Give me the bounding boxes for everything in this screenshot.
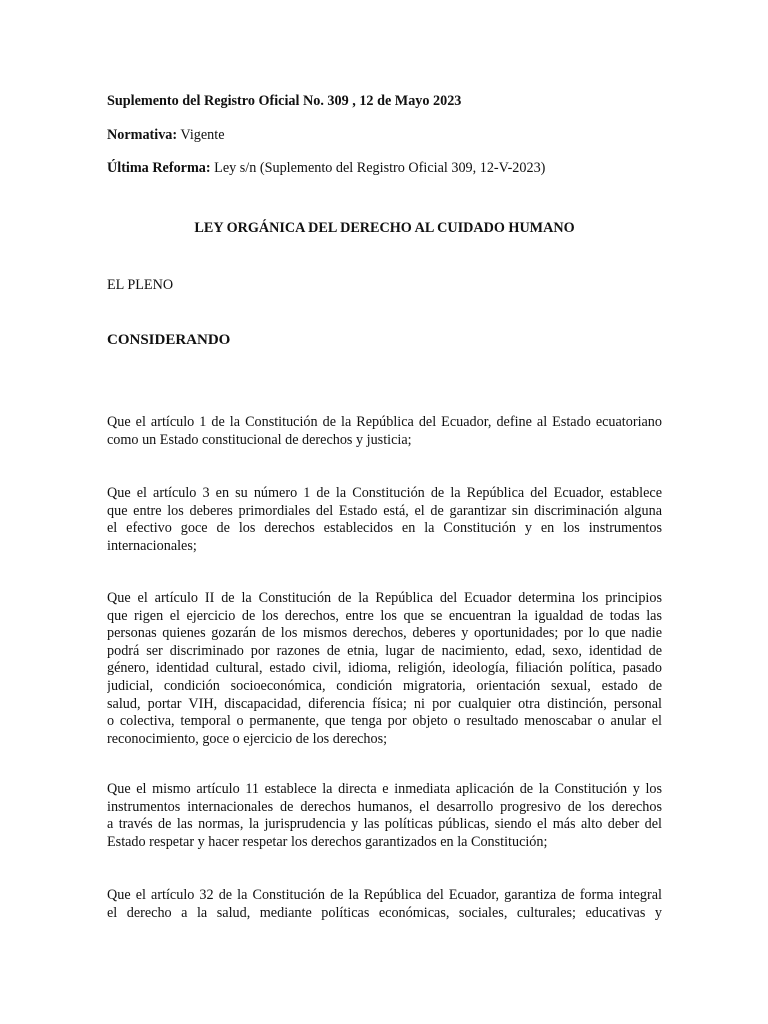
paragraph-3 (107, 590, 662, 748)
considerando-heading: CONSIDERANDO (107, 332, 231, 348)
registro-oficial-line (107, 92, 461, 110)
paragraph-line: que entre los deberes primordiales del Estado está, el de garantizar sin discriminación alguna (107, 502, 662, 519)
paragraph-line: judicial, condición socioeconómica, condición migratoria, orientación sexual, estado de (107, 677, 662, 694)
paragraph-line: salud, portar VIH, discapacidad, diferencia física; ni por cualquier otra distinción, personal (107, 695, 662, 712)
document-title: LEY ORGÁNICA DEL DERECHO AL CUIDADO HUMANO (194, 220, 575, 236)
paragraph-line: el derecho a la salud, mediante políticas económicas, sociales, culturales; educativas y (107, 904, 662, 921)
paragraph-2 (107, 485, 662, 555)
paragraph-line: Que el artículo 1 de la Constitución de la República del Ecuador, define al Estado ecuatoriano (107, 414, 662, 430)
ultima-reforma-label: Última Reforma: (107, 160, 211, 176)
registro-oficial-text: Suplemento del Registro Oficial No. 309 , 12 de Mayo 2023 (107, 93, 462, 109)
paragraph-line: como un Estado constitucional de derechos y justicia; (107, 431, 412, 448)
paragraph-line: instrumentos internacionales de derechos humanos, el desarrollo progresivo de los derechos (107, 798, 662, 815)
el-pleno-heading: EL PLENO (107, 277, 174, 293)
paragraph-line: Que el artículo 32 de la Constitución de la República del Ecuador, garantiza de forma integral (107, 887, 662, 903)
paragraph-line: Estado respetar y hacer respetar los derechos garantizados en la Constitución; (107, 833, 548, 850)
paragraph-line: internacionales; (107, 537, 197, 554)
paragraph-line: a través de las normas, la jurisprudencia y las políticas públicas, siendo el más alto deber del (107, 816, 662, 833)
normativa-value: Vigente (177, 127, 225, 143)
paragraph-line: Que el artículo II de la Constitución de la República del Ecuador determina los principios (107, 590, 662, 606)
paragraph-1 (107, 414, 662, 449)
paragraph-line: o colectiva, temporal o permanente, que tenga por objeto o resultado menoscabar o anular el (107, 713, 662, 730)
paragraph-line: reconocimiento, goce o ejercicio de los derechos; (107, 730, 388, 747)
paragraph-line: podrá ser discriminado por razones de etnia, lugar de nacimiento, edad, sexo, identidad de (107, 642, 662, 659)
normativa-line (107, 126, 225, 144)
paragraph-5 (107, 887, 662, 922)
paragraph-line: que rigen el ejercicio de los derechos, entre los que se encuentran la igualdad de todas las (107, 607, 662, 624)
paragraph-line: Que el artículo 3 en su número 1 de la Constitución de la República del Ecuador, establece (107, 485, 662, 501)
normativa-label: Normativa: (107, 127, 178, 143)
paragraph-line: género, identidad cultural, estado civil, idioma, religión, ideología, filiación política, pasado (107, 660, 662, 677)
ultima-reforma-value: Ley s/n (Suplemento del Registro Oficial 309, 12-V-2023) (210, 160, 546, 176)
paragraph-line: Que el mismo artículo 11 establece la directa e inmediata aplicación de la Constitución y los (107, 781, 662, 797)
paragraph-line: el efectivo goce de los derechos establecidos en la Constitución y en los instrumentos (107, 520, 662, 537)
ultima-reforma-line (107, 159, 545, 177)
paragraph-4 (107, 781, 662, 851)
paragraph-line: personas quienes gozarán de los mismos derechos, deberes y oportunidades; por lo que nadie (107, 625, 662, 642)
